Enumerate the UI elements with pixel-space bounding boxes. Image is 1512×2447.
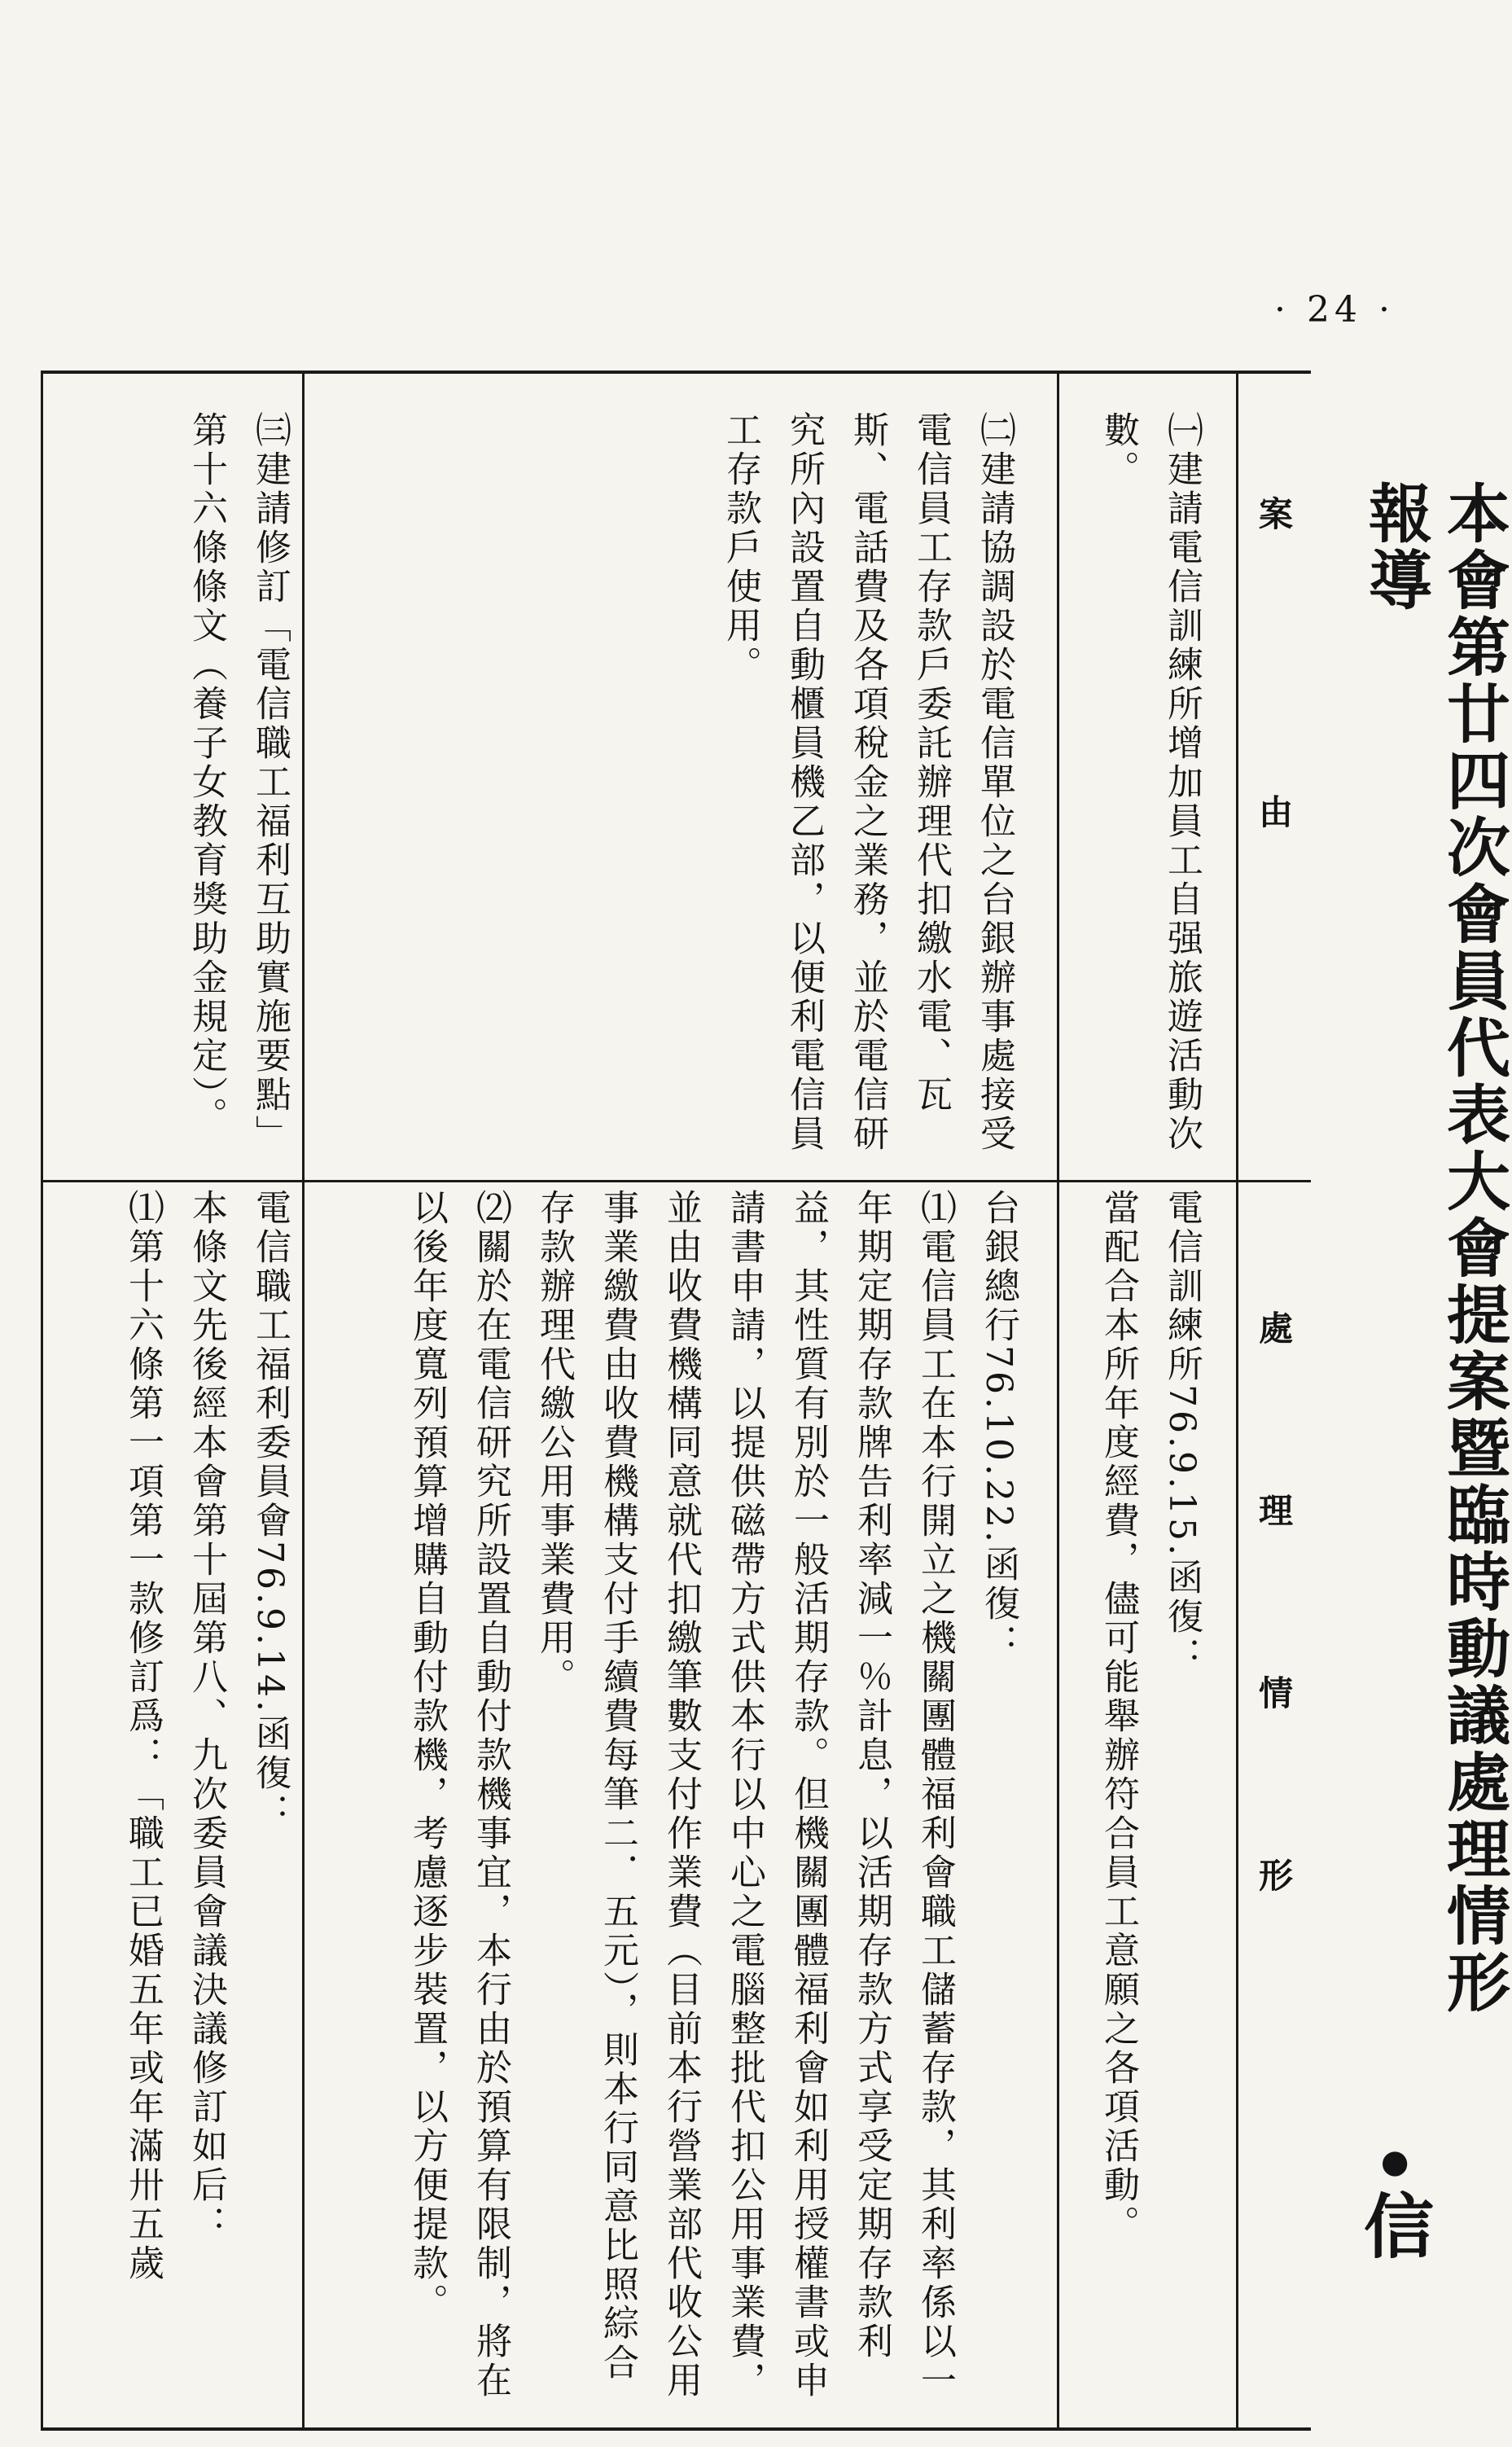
page-number: · 24 ·: [1274, 289, 1395, 331]
header-separator: [1236, 374, 1238, 2427]
row2-case: ㈡建請協調設於電信單位之台銀辦事處接受電信員工存款戶委託辦理代扣繳水電、瓦斯、電話費及各項稅金之業務，並於電信研究所內設置自動櫃員機乙部，以便利電信員工存款戶使用。: [720, 411, 1015, 1154]
row3-response: 電信職工福利委員會76.9.14.函復： 本條文先後經本會第十屆第八、九次委員會議決議修訂如后： ⑴第十六條第一項第一款修訂爲：「職工已婚五年或年滿卅五歲: [122, 1189, 291, 2283]
row3-case: ㈢建請修訂「電信職工福利互助實施要點」第十六條條文（養子女教育獎助金規定）。: [186, 411, 291, 1154]
header-case: 案 由: [1254, 496, 1294, 893]
row-divider: [43, 1180, 1311, 1182]
header-handling: 處 理 情 形: [1254, 1310, 1294, 1949]
page-title: 本會第廿四次會員代表大會提案暨臨時動議處理情形報導: [1358, 480, 1510, 2016]
row-separator-2: [302, 374, 305, 2427]
row1-response: 電信訓練所76.9.15.函復： 當配合本所年度經費，儘可能舉辦符合員工意願之各項活動。: [1098, 1189, 1203, 2244]
row1-case: ㈠建請電信訓練所增加員工自强旅遊活動次數。: [1098, 411, 1203, 1154]
row-separator-1: [1057, 374, 1059, 2427]
section-mark: •信: [1352, 2142, 1434, 2263]
row2-response: 台銀總行76.10.22.函復： ⑴電信員工在本行開立之機關團體福利會職工儲蓄存款，其利率係以一年期定期存款牌告利率減一％計息，以活期存款方式享受定期存款利益，其性質有別於一般活期存款。但機關團體福利會如利用授權書或申請書申請，以提供磁帶方式供本行以中心之電腦整批代扣公用事業費，並由收費機構同意就代扣繳筆數支付作業費（目前本行營業部代收公用事業繳費由收費機構支付手續費每筆二．五元），則本行同意比照綜合存款辦理代繳公用事業費用。 ⑵關於在電信研究所設置自動付款機事宜，本行由於預算有限制，將在以後年度寬列預算增購自動付款機，考慮逐步裝置，以方便提款。: [406, 1189, 1019, 2401]
